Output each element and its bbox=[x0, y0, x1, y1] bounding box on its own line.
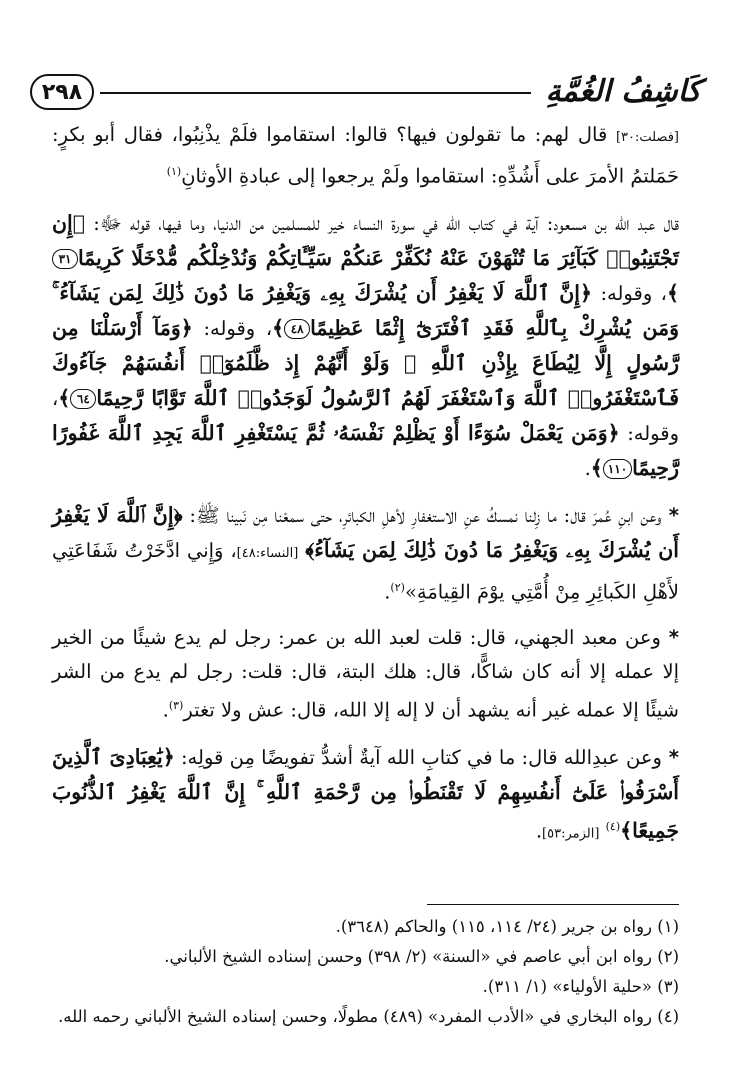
paragraph bbox=[52, 498, 679, 610]
page-number-badge: ٢٩٨ bbox=[30, 74, 94, 110]
header-divider bbox=[100, 92, 531, 94]
text-run: . bbox=[584, 456, 591, 480]
ayah-number: ٤٨ bbox=[284, 319, 310, 339]
verse-reference: [النساء:٤٨] bbox=[236, 545, 299, 561]
footnotes bbox=[52, 912, 679, 1032]
quran-verse: ﴾ bbox=[590, 455, 603, 480]
footnote-marker: (١) bbox=[166, 165, 182, 178]
ayah-number: ٣١ bbox=[52, 249, 78, 269]
text-run: . bbox=[384, 580, 391, 603]
footnote-marker: (٤) bbox=[605, 819, 621, 833]
paragraph-bullet: * bbox=[661, 745, 679, 769]
text-run: وعن ابنِ عُمرَ قال: ما زِلنا نمسكُ عنِ الاستغفارِ لأهلِ الكبائرِ، حتى سمعْنا مِن نَبينا ﷺ: bbox=[182, 503, 662, 527]
quran-verse: ﴿وَمَآ أَرْسَلْنَا مِن رَّسُولٍ إِلَّا لِيُطَاعَ بِإِذْنِ ٱللَّهِ ۚ وَلَوْ أَنَّهُمْ إِذ ظَّلَمُوٓا۟ أَنفُسَهُمْ جَآءُوكَ فَٱسْتَغْفَرُوا۟ ٱللَّهَ وَٱسْتَغْفَرَ لَهُمُ ٱلرَّسُولُ لَوَجَدُوا۟ ٱللَّهَ تَوَّابًا رَّحِيمًا bbox=[52, 315, 679, 410]
footnote-marker: (٢) bbox=[390, 580, 405, 594]
quran-verse: ﴾ bbox=[58, 385, 71, 410]
text-run: ، وَإِني ادَّخَرْتُ شَفَاعَتِي لأَهْلِ الكَبائِرِ مِنْ أُمَّتِي يوْمَ القِيامَةِ» bbox=[52, 538, 679, 603]
quran-verse: ﴿وَمَن يَعْمَلْ سُوٓءًا أَوْ يَظْلِمْ نَفْسَهُۥ ثُمَّ يَسْتَغْفِرِ ٱللَّهَ يَجِدِ ٱللَّهَ غَفُورًا رَّحِيمًا bbox=[52, 420, 679, 480]
quran-verse: ﴿إِنَّ ٱللَّهَ لَا يَغْفِرُ أَن يُشْرَكَ بِهِۦ وَيَغْفِرُ مَا دُونَ ذَٰلِكَ لِمَن يَشَآءُ ۚ وَمَن يُشْرِكْ بِٱللَّهِ فَقَدِ ٱفْتَرَىٰٓ إِثْمًا عَظِيمًا bbox=[52, 280, 679, 340]
text-run: قال لهم: ما تقولون فيها؟ قالوا: استقاموا فلَمْ يذْنِبُوا، فقال أبو بكرٍ: حَمَلتمُ الأمرَ على أَشُدِّهِ: استقاموا ولَمْ يرجعوا إلى عبادةِ الأوثانِ bbox=[52, 123, 679, 188]
paragraph bbox=[52, 621, 679, 728]
quran-verse: ﴿إِن تَجْتَنِبُوا۟ كَبَآئِرَ مَا تُنْهَوْنَ عَنْهُ نُكَفِّرْ عَنكُمْ سَيِّـَٔاتِكُمْ وَنُدْخِلْكُم مُّدْخَلًا كَرِيمًا bbox=[52, 210, 679, 270]
text-run: وعن معبد الجهني، قال: قلت لعبد الله بن عمر: رجل لم يدع شيئًا من الخير إلا عمله إلا أنه كان شاكًّا، قال: هلك البتة، قال: قلت: رجل لم يدع من الشر شيئًا إلا عمله غير أنه يشهد أن لا إله إلا الله، قال: عش ولا تغتر bbox=[52, 626, 679, 722]
footnote-marker: (٣) bbox=[168, 699, 184, 712]
quran-verse: ﴾ bbox=[666, 280, 679, 305]
footnote: (٢) رواه ابن أبي عاصم في «السنة» (٢/ ٣٩٨) وحسن إسناده الشيخ الألباني. bbox=[164, 947, 679, 966]
footnote: (٤) رواه البخاري في «الأدب المفرد» (٤٨٩) مطولًا، وحسن إسناده الشيخ الألباني رحمه الله. bbox=[58, 1007, 679, 1026]
quran-verse: ﴿إِنَّ ٱللَّهَ لَا يَغْفِرُ أَن يُشْرَكَ بِهِۦ وَيَغْفِرُ مَا دُونَ ذَٰلِكَ لِمَن يَشَآءُ﴾ bbox=[52, 502, 679, 562]
paragraph bbox=[52, 118, 679, 194]
book-title: كَاشِفُ الغُمَّةِ bbox=[545, 74, 701, 109]
text-run: ، وقوله: bbox=[52, 386, 679, 445]
ayah-number: ١١٠ bbox=[603, 459, 632, 479]
footnote: (١) رواه بن جرير (٢٤/ ١١٤، ١١٥) والحاكم (٣٦٤٨). bbox=[335, 917, 679, 936]
paragraph-bullet: * bbox=[661, 503, 679, 527]
text-run: . bbox=[535, 819, 543, 842]
paragraph-bullet: * bbox=[660, 626, 679, 649]
text-run: . bbox=[162, 698, 169, 722]
text-run: ، وقوله: bbox=[192, 316, 273, 340]
quran-verse: ﴿يَٰعِبَادِىَ ٱلَّذِينَ أَسْرَفُوا۟ عَلَىٰٓ أَنفُسِهِمْ لَا تَقْنَطُوا۟ مِن رَّحْمَةِ ٱللَّهِ ۚ إِنَّ ٱللَّهَ يَغْفِرُ ٱلذُّنُوبَ جَمِيعًا﴾ bbox=[52, 744, 679, 842]
text-run: ، وقوله: bbox=[592, 281, 667, 305]
quran-verse: ﴾ bbox=[272, 315, 285, 340]
verse-reference: [فصلت:٣٠] bbox=[615, 130, 679, 145]
ayah-number: ٦٤ bbox=[70, 389, 96, 409]
paragraph bbox=[52, 206, 679, 486]
footnote: (٣) «حلية الأولياء» (١/ ٣١١). bbox=[482, 977, 679, 996]
text-run: قال عبد الله بن مسعود: آية في كتاب الله في سورة النساء خير للمسلمين من الدنيا، وما فيها، قوله ﷻ: bbox=[85, 211, 679, 235]
verse-reference: [الزمر:٥٣] bbox=[542, 826, 600, 841]
page-header bbox=[30, 70, 701, 118]
text-run: وعن عبدِالله قال: ما في كتابِ الله آيةٌ أشدُّ تفويضًا مِن قولِه: bbox=[174, 745, 662, 769]
footnote-divider bbox=[427, 904, 679, 905]
paragraph bbox=[52, 740, 679, 852]
main-text bbox=[52, 118, 679, 851]
